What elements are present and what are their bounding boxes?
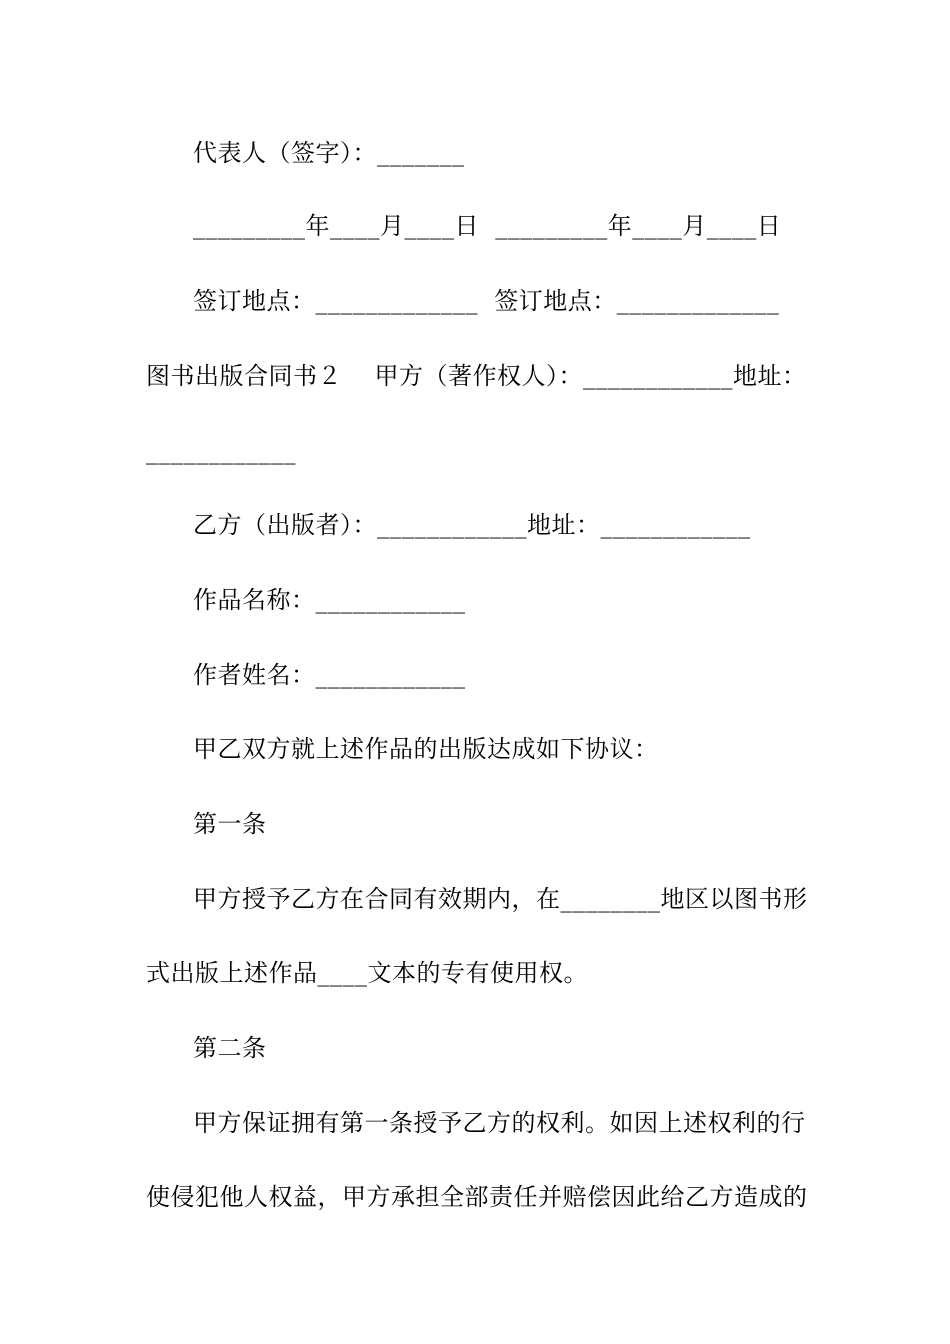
party-b-line: 乙方（出版者）：____________地址：____________ (193, 511, 751, 539)
contract-title-party-a-line: 图书出版合同书２ 甲方（著作权人）：____________地址： (146, 362, 807, 390)
signing-place-line: 签订地点：_____________ 签订地点：_____________ (193, 287, 780, 315)
article-two-heading: 第二条 (193, 1034, 267, 1062)
work-title-line: 作品名称：____________ (193, 586, 466, 614)
author-name-line: 作者姓名：____________ (193, 661, 466, 689)
article-two-text-line-1: 甲方保证拥有第一条授予乙方的权利。如因上述权利的行 (193, 1109, 806, 1137)
signing-date-line: _________年____月____日 _________年____月____日 (193, 212, 782, 240)
representative-signature-line: 代表人（签字）：_______ (193, 139, 465, 167)
article-two-text-line-2: 使侵犯他人权益，甲方承担全部责任并赔偿因此给乙方造成的 (146, 1183, 808, 1211)
article-one-heading: 第一条 (193, 810, 267, 838)
article-one-text-line-2: 式出版上述作品____文本的专有使用权。 (146, 959, 588, 987)
party-a-address-blank: ____________ (146, 437, 296, 465)
agreement-intro-line: 甲乙双方就上述作品的出版达成如下协议： (193, 735, 659, 763)
article-one-text-line-1: 甲方授予乙方在合同有效期内，在________地区以图书形 (193, 885, 808, 913)
